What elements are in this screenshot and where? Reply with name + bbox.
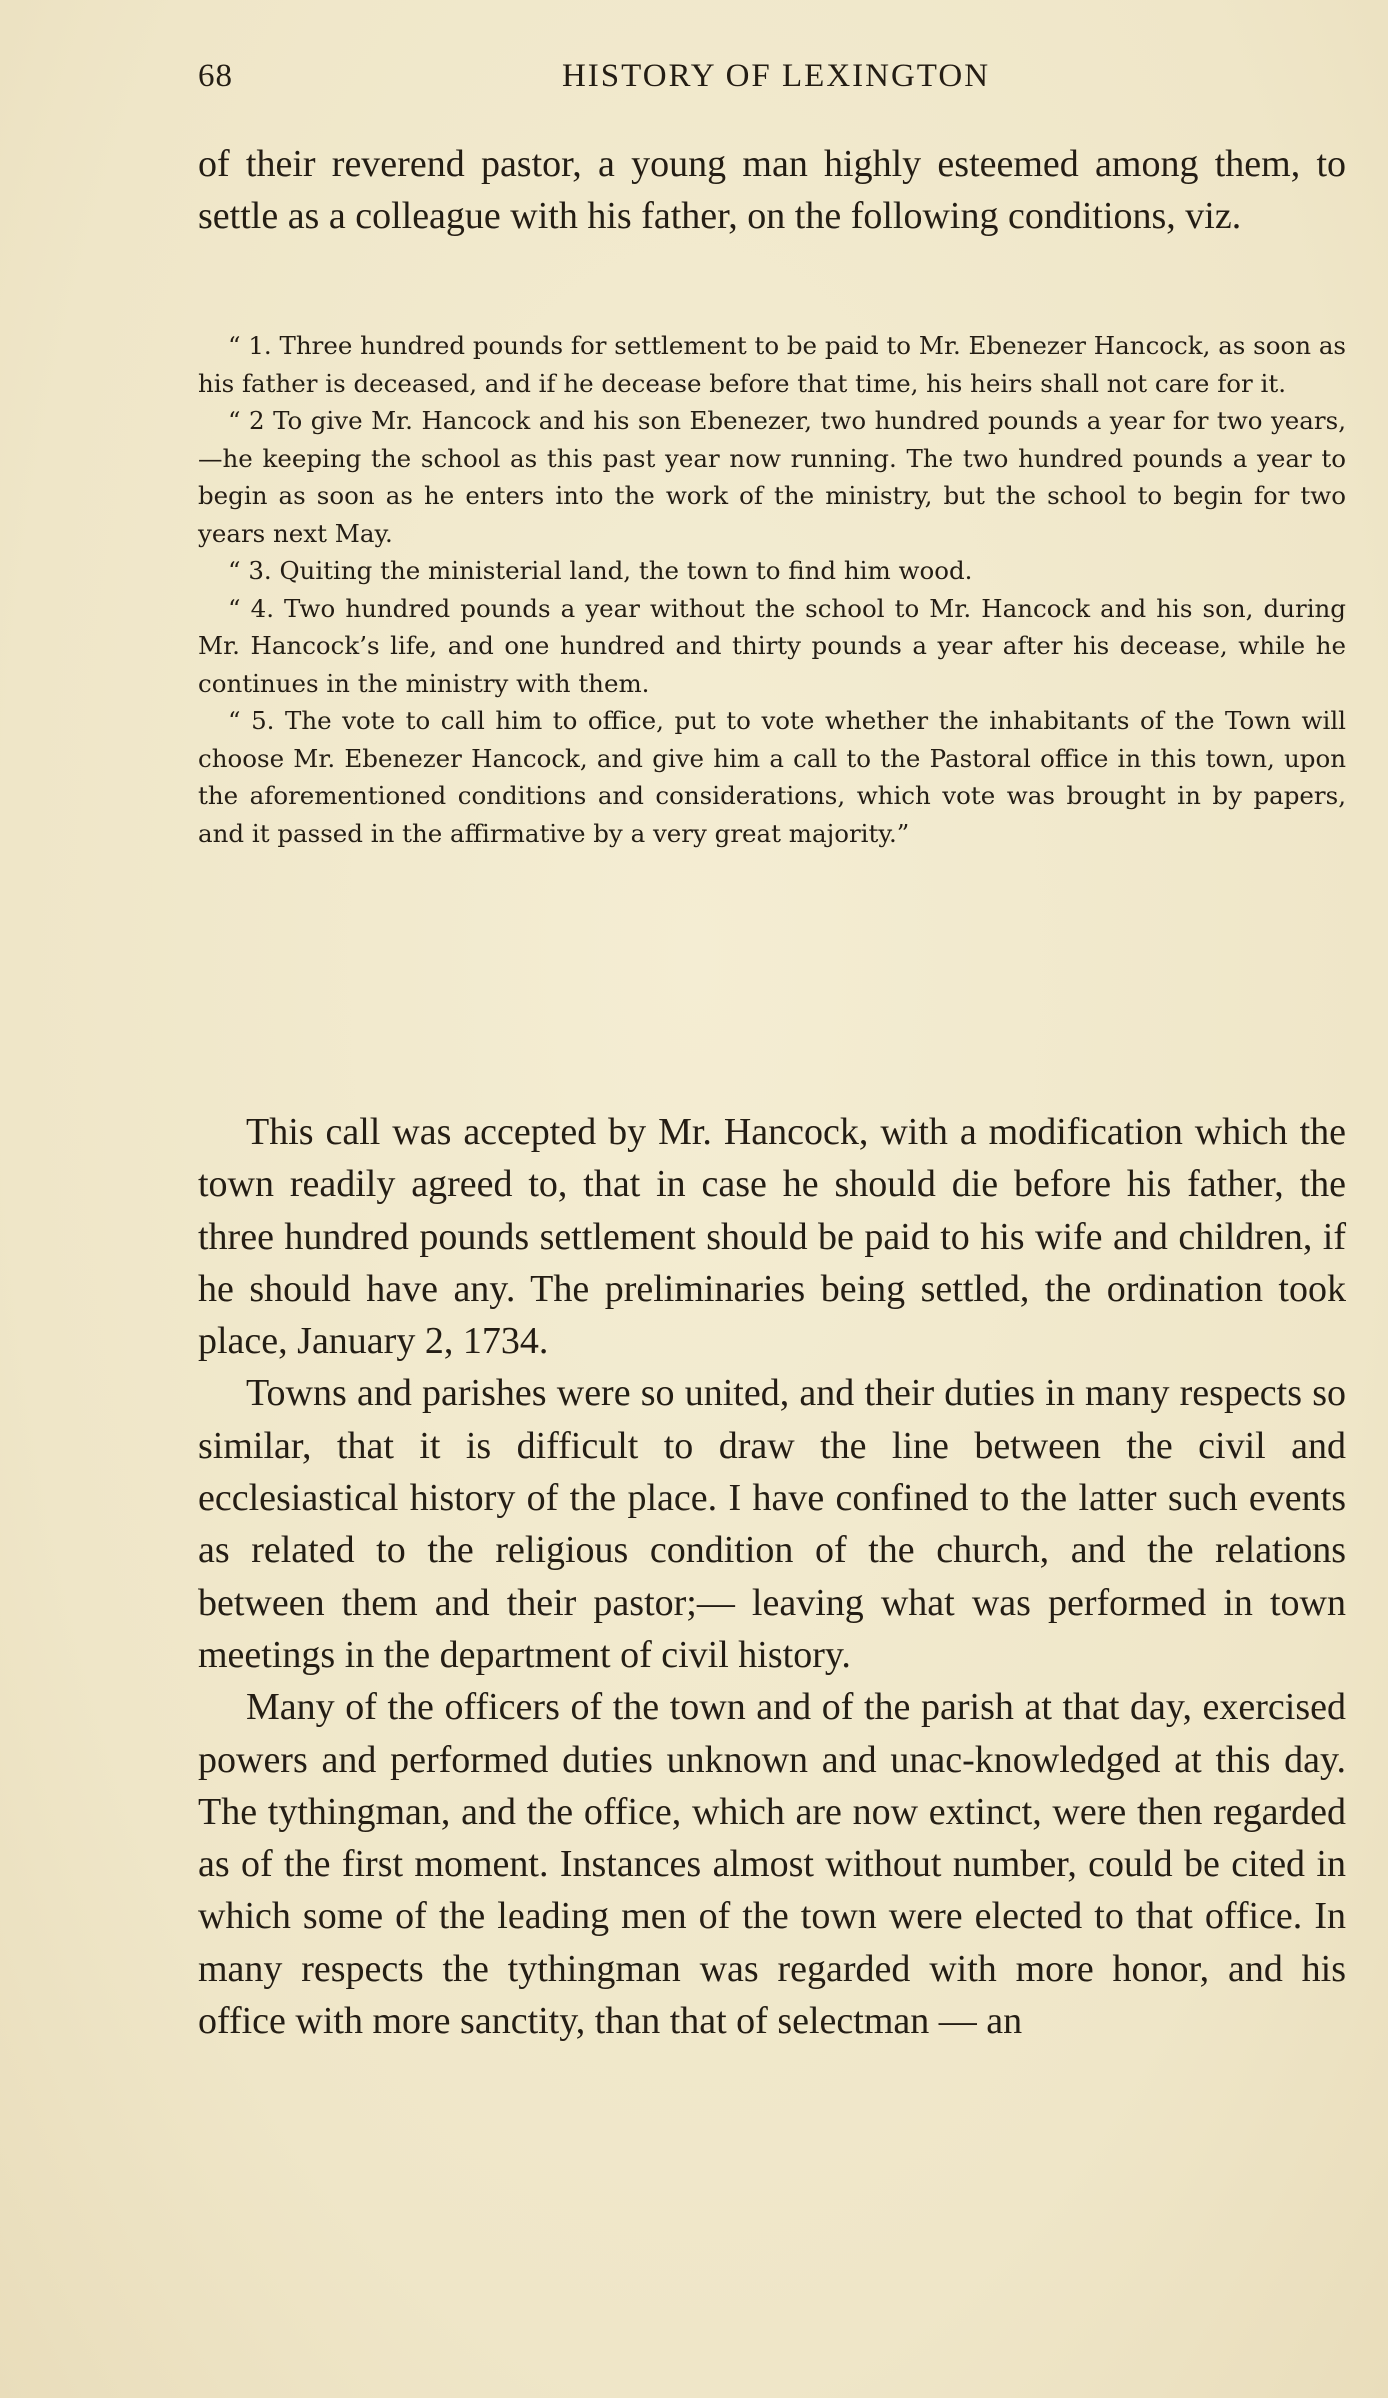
condition-item: “ 3. Quiting the ministerial land, the town to find him wood. bbox=[228, 556, 973, 585]
condition-item: “ 4. Two hundred pounds a year without the school to Mr. Hancock and his son, during Mr. Hancock’s life, and one hundred and thirty pounds a year after his decease, while he continues in the ministry with them. bbox=[198, 593, 1346, 698]
running-head: HISTORY OF LEXINGTON bbox=[561, 58, 991, 94]
condition-item: “ 5. The vote to call him to office, put to vote whether the inhabitants of the Town will choose Mr. Ebenezer Hancock, and give him a call to the Pastoral office in this town, upon the aforementioned conditions and considerations, which vote was brought in by papers, and it passed in the affirmative by a very great majority.” bbox=[198, 706, 1346, 848]
condition-item: “ 1. Three hundred pounds for settlement to be paid to Mr. Ebenezer Hancock, as soon as his father is deceased, and if he decease before that time, his heirs shall not care for it. bbox=[198, 331, 1346, 398]
page-header bbox=[198, 58, 1354, 108]
body-paragraph: Towns and parishes were so united, and their duties in many respects so similar, that it is difficult to draw the line between the civil and ecclesiastical history of the place. I have confined to the latter such events as related to the religious condition of the church, and the relations between them and their pastor;— leaving what was performed in town meetings in the department of civil history. bbox=[198, 1372, 1346, 1676]
condition-item: “ 2 To give Mr. Hancock and his son Ebenezer, two hundred pounds a year for two years,—he keeping the school as this past year now running. The two hundred pounds a year to begin as soon as he enters into the work of the ministry, but the school to begin for two years next May. bbox=[198, 406, 1346, 548]
intro-paragraph: of their reverend pastor, a young man highly esteemed among them, to settle as a colleague with his father, on the following conditions, viz. bbox=[198, 143, 1346, 237]
body-paragraph: This call was accepted by Mr. Hancock, with a modification which the town readily agreed to, that in case he should die before his father, the three hundred pounds settlement should be paid to his wife and children, if he should have any. The preliminaries being settled, the ordination took place, January 2, 1734. bbox=[198, 1111, 1346, 1363]
page-number: 68 bbox=[198, 58, 233, 94]
body-text bbox=[198, 1106, 1346, 2047]
body-paragraph: Many of the officers of the town and of the parish at that day, exercised powers and performed duties unknown and unac-knowledged at this day. The tythingman, and the office, which are now extinct, were then regarded as of the first moment. Instances almost without number, could be cited in which some of the leading men of the town were elected to that office. In many respects the tythingman was regarded with more honor, and his office with more sanctity, than that of selectman — an bbox=[198, 1686, 1346, 2043]
quoted-conditions bbox=[198, 327, 1346, 852]
